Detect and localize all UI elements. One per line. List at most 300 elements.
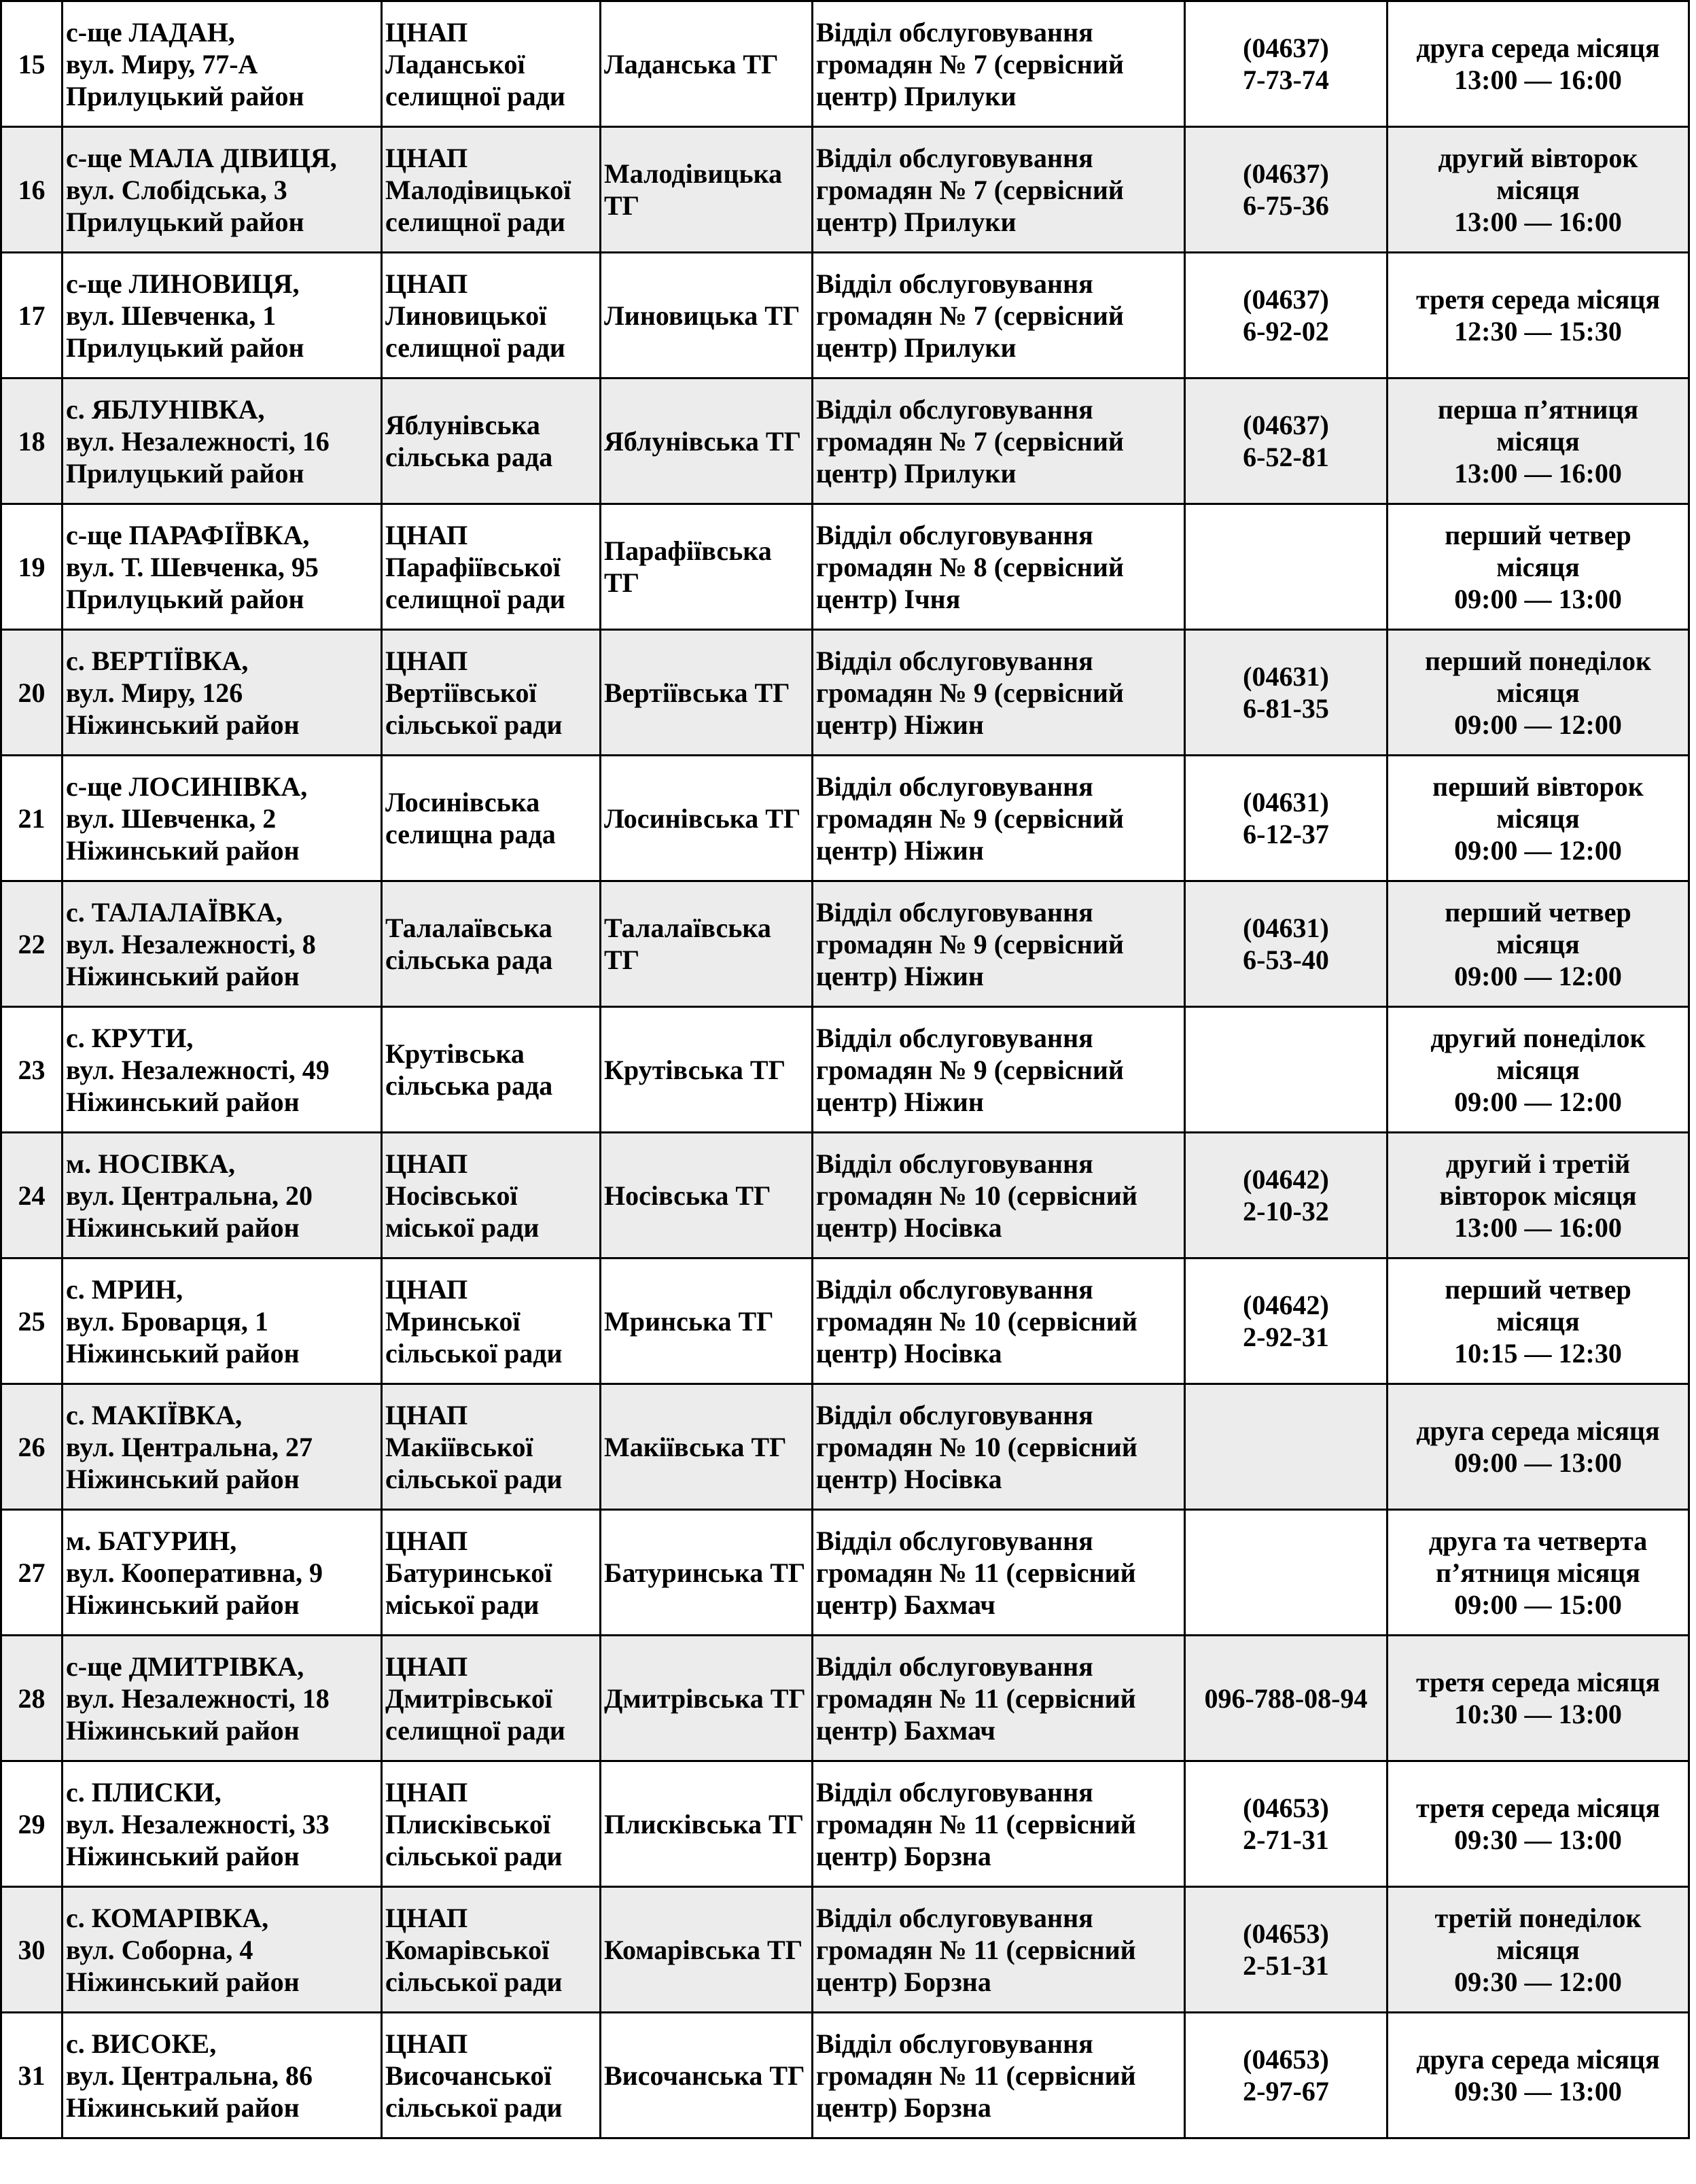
phone-line: 6-53-40 (1243, 945, 1329, 975)
schedule-line: 09:00 — 12:00 (1454, 960, 1622, 991)
service-center-line: центр) Борзна (816, 2092, 991, 2123)
schedule-line: перша п’ятниця (1437, 393, 1639, 425)
schedule-line: друга середа місяця (1416, 1415, 1660, 1446)
service-center-cell (813, 1384, 1185, 1510)
cnap-line: Височанської (385, 2060, 552, 2091)
cnap-line: Линовицької (385, 300, 547, 331)
schedule-line: 12:30 — 15:30 (1454, 316, 1622, 347)
phone-line: 6-75-36 (1243, 190, 1329, 221)
phone-line: 096-788-08-94 (1204, 1683, 1368, 1714)
community-cell (601, 127, 813, 253)
cnap-cell (382, 1636, 601, 1761)
service-center-line: центр) Бахмач (816, 1714, 995, 1746)
row-number: 26 (18, 1431, 46, 1462)
row-number: 17 (18, 300, 46, 331)
schedule-cell (1388, 2013, 1689, 2138)
address-cell (63, 504, 382, 630)
schedule-line: 13:00 — 16:00 (1454, 206, 1622, 237)
street-address: вул. Миру, 77-А (66, 48, 258, 80)
cnap-cell (382, 1384, 601, 1510)
row-number-cell (1, 1887, 63, 2013)
service-center-line: центр) Носівка (816, 1463, 1002, 1494)
address-cell (63, 127, 382, 253)
row-number: 24 (18, 1180, 46, 1211)
table-row (1, 630, 1689, 756)
phone-cell (1185, 881, 1388, 1007)
district-name: Ніжинський район (66, 834, 300, 866)
community-cell (601, 1510, 813, 1636)
schedule-line: 09:00 — 12:00 (1454, 1086, 1622, 1117)
service-center-cell (813, 378, 1185, 504)
service-center-cell (813, 1007, 1185, 1133)
community-name: Дмитрівська ТГ (604, 1683, 806, 1714)
cnap-line: сільська рада (385, 442, 553, 472)
street-address: вул. Шевченка, 1 (66, 300, 277, 331)
schedule-line: 09:00 — 13:00 (1454, 583, 1622, 614)
service-center-line: центр) Прилуки (816, 80, 1017, 111)
schedule-line: місяця (1496, 1054, 1580, 1085)
street-address: вул. Незалежності, 16 (66, 425, 330, 457)
service-center-line: Відділ обслуговування (816, 771, 1093, 802)
phone-line: (04653) (1243, 1793, 1329, 1823)
phone-line: (04653) (1243, 1918, 1329, 1949)
service-center-cell (813, 504, 1185, 630)
settlement-name: с. МРИН, (66, 1273, 183, 1305)
schedule-line: місяця (1496, 803, 1580, 834)
row-number-cell (1, 1007, 63, 1133)
row-number: 19 (18, 551, 46, 582)
phone-line: 2-97-67 (1243, 2076, 1329, 2107)
phone-cell (1185, 1258, 1388, 1384)
address-cell (63, 881, 382, 1007)
phone-line: (04642) (1243, 1290, 1329, 1320)
cnap-line: Макіївської (385, 1431, 533, 1462)
row-number: 22 (18, 928, 46, 959)
address-cell (63, 1887, 382, 2013)
schedule-cell (1388, 1258, 1689, 1384)
service-center-line: громадян № 7 (сервісний (816, 174, 1124, 205)
schedule-line: перший четвер (1445, 896, 1631, 928)
settlement-name: с-ще МАЛА ДІВИЦЯ, (66, 142, 337, 173)
address-cell (63, 1384, 382, 1510)
address-cell (63, 378, 382, 504)
service-center-line: Відділ обслуговування (816, 1273, 1093, 1305)
service-center-line: центр) Носівка (816, 1212, 1002, 1243)
schedule-line: 13:00 — 16:00 (1454, 65, 1622, 95)
row-number-cell (1, 1510, 63, 1636)
phone-line: (04637) (1243, 284, 1329, 315)
street-address: вул. Т. Шевченка, 95 (66, 551, 319, 582)
community-cell (601, 504, 813, 630)
settlement-name: с. ВИСОКЕ, (66, 2028, 217, 2059)
service-center-line: громадян № 11 (сервісний (816, 1683, 1136, 1714)
address-cell (63, 1258, 382, 1384)
phone-line: 7-73-74 (1243, 65, 1329, 95)
row-number-cell (1, 1384, 63, 1510)
phone-cell (1185, 127, 1388, 253)
street-address: вул. Соборна, 4 (66, 1934, 253, 1965)
table-row (1, 378, 1689, 504)
cnap-cell (382, 253, 601, 378)
cnap-line: селищної ради (385, 1714, 565, 1746)
service-center-cell (813, 756, 1185, 881)
settlement-name: с-ще ЛОСИНІВКА, (66, 771, 308, 802)
schedule-cell (1388, 1761, 1689, 1887)
street-address: вул. Незалежності, 49 (66, 1054, 330, 1085)
schedule-cell (1388, 127, 1689, 253)
service-center-line: Відділ обслуговування (816, 519, 1093, 550)
cnap-line: міської ради (385, 1589, 540, 1620)
cnap-line: Дмитрівської (385, 1683, 552, 1714)
service-center-line: Відділ обслуговування (816, 1399, 1093, 1430)
cnap-line: Вертіївської (385, 677, 537, 708)
cnap-line: Носівської (385, 1180, 518, 1211)
community-name: Яблунівська ТГ (604, 425, 802, 457)
cnap-line: сільської ради (385, 1463, 563, 1494)
cnap-line: Комарівської (385, 1934, 550, 1965)
settlement-name: с. КОМАРІВКА, (66, 1902, 269, 1933)
phone-line: 6-92-02 (1243, 316, 1329, 347)
schedule-cell (1388, 1887, 1689, 2013)
row-number-cell (1, 1636, 63, 1761)
schedule-line: 09:00 — 12:00 (1454, 709, 1622, 740)
service-center-line: громадян № 11 (сервісний (816, 2060, 1136, 2091)
row-number-cell (1, 1761, 63, 1887)
schedule-line: другий понеділок (1430, 1022, 1646, 1053)
street-address: вул. Незалежності, 8 (66, 928, 316, 959)
schedule-line: перший вівторок (1432, 771, 1644, 802)
phone-line: 2-71-31 (1243, 1825, 1329, 1855)
district-name: Ніжинський район (66, 1714, 300, 1746)
cnap-line: Батуринської (385, 1557, 552, 1588)
cnap-line: Парафіївської (385, 551, 561, 582)
schedule-line: вівторок місяця (1439, 1180, 1637, 1211)
community-name: Мринська ТГ (604, 1305, 774, 1337)
table-row (1, 1636, 1689, 1761)
cnap-line: ЦНАП (385, 1902, 468, 1933)
service-center-cell (813, 253, 1185, 378)
district-name: Прилуцький район (66, 332, 304, 363)
service-center-cell (813, 1887, 1185, 2013)
street-address: вул. Миру, 126 (66, 677, 243, 708)
community-cell (601, 2013, 813, 2138)
service-center-line: центр) Прилуки (816, 332, 1017, 363)
district-name: Прилуцький район (66, 457, 304, 489)
settlement-name: с. КРУТИ, (66, 1022, 194, 1053)
phone-line: 6-81-35 (1243, 693, 1329, 724)
phone-cell (1185, 504, 1388, 630)
schedule-line: другий вівторок (1438, 142, 1638, 173)
settlement-name: с-ще ЛИНОВИЦЯ, (66, 268, 300, 299)
service-center-line: центр) Ніжин (816, 960, 984, 991)
service-center-line: Відділ обслуговування (816, 268, 1093, 299)
table-row (1, 1133, 1689, 1258)
district-name: Ніжинський район (66, 2092, 300, 2123)
cnap-line: Яблунівська (385, 410, 540, 440)
community-name: Вертіївська ТГ (604, 677, 790, 708)
cnap-cell (382, 1, 601, 127)
district-name: Ніжинський район (66, 1337, 300, 1369)
schedule-line: місяця (1496, 928, 1580, 959)
service-center-line: громадян № 10 (сервісний (816, 1180, 1137, 1211)
service-center-line: центр) Носівка (816, 1337, 1002, 1369)
table-row (1, 1887, 1689, 2013)
service-center-line: центр) Борзна (816, 1840, 991, 1871)
row-number: 21 (18, 803, 46, 834)
service-center-line: Відділ обслуговування (816, 1776, 1093, 1808)
phone-line: 2-10-32 (1243, 1196, 1329, 1227)
community-name: Парафіївська ТГ (604, 535, 772, 598)
phone-line: (04637) (1243, 158, 1329, 189)
service-center-line: громадян № 7 (сервісний (816, 48, 1124, 80)
address-cell (63, 630, 382, 756)
schedule-cell (1388, 1007, 1689, 1133)
phone-cell (1185, 253, 1388, 378)
table-row (1, 756, 1689, 881)
cnap-cell (382, 630, 601, 756)
row-number: 30 (18, 1934, 46, 1965)
phone-cell (1185, 1887, 1388, 2013)
cnap-line: сільської ради (385, 1966, 563, 1997)
service-center-line: центр) Прилуки (816, 457, 1017, 489)
service-center-line: центр) Ніжин (816, 1086, 984, 1117)
settlement-name: с. ЯБЛУНІВКА, (66, 393, 265, 425)
street-address: вул. Центральна, 86 (66, 2060, 313, 2091)
row-number: 31 (18, 2060, 46, 2091)
schedule-cell (1388, 881, 1689, 1007)
service-center-line: центр) Ніжин (816, 834, 984, 866)
district-name: Ніжинський район (66, 1212, 300, 1243)
cnap-line: сільської ради (385, 2092, 563, 2123)
cnap-cell (382, 1887, 601, 2013)
table-row (1, 504, 1689, 630)
cnap-line: Мринської (385, 1305, 520, 1337)
service-center-cell (813, 881, 1185, 1007)
cnap-cell (382, 2013, 601, 2138)
cnap-line: ЦНАП (385, 645, 468, 676)
phone-line: (04631) (1243, 661, 1329, 692)
settlement-name: с. ВЕРТІЇВКА, (66, 645, 249, 676)
phone-line: (04653) (1243, 2044, 1329, 2075)
community-name: Носівська ТГ (604, 1180, 771, 1211)
schedule-line: 09:00 — 12:00 (1454, 834, 1622, 866)
address-cell (63, 1636, 382, 1761)
service-center-cell (813, 1, 1185, 127)
phone-cell (1185, 630, 1388, 756)
cnap-line: селищної ради (385, 583, 565, 614)
cnap-line: Лосинівська (385, 787, 540, 817)
schedule-line: 13:00 — 16:00 (1454, 1212, 1622, 1243)
street-address: вул. Шевченка, 2 (66, 803, 277, 834)
service-center-line: громадян № 11 (сервісний (816, 1557, 1136, 1588)
service-center-line: громадян № 10 (сервісний (816, 1431, 1137, 1462)
service-center-cell (813, 1510, 1185, 1636)
community-cell (601, 1636, 813, 1761)
district-name: Прилуцький район (66, 206, 304, 237)
cnap-line: ЦНАП (385, 16, 468, 48)
schedule-line: 09:00 — 13:00 (1454, 1447, 1622, 1478)
table-row (1, 1007, 1689, 1133)
community-name: Талалаївська ТГ (604, 913, 771, 975)
cnap-line: Крутівська (385, 1038, 525, 1069)
cnap-line: ЦНАП (385, 1273, 468, 1305)
service-center-line: громадян № 9 (сервісний (816, 928, 1124, 959)
row-number: 15 (18, 48, 46, 80)
community-cell (601, 1887, 813, 2013)
phone-cell (1185, 1636, 1388, 1761)
table-row (1, 253, 1689, 378)
settlement-name: с. МАКІЇВКА, (66, 1399, 243, 1430)
schedule-line: 09:30 — 13:00 (1454, 2076, 1622, 2107)
service-center-line: Відділ обслуговування (816, 16, 1093, 48)
community-cell (601, 1133, 813, 1258)
service-center-line: Відділ обслуговування (816, 1651, 1093, 1682)
cnap-line: Плисківської (385, 1808, 551, 1839)
phone-line: (04642) (1243, 1164, 1329, 1195)
table-row (1, 2013, 1689, 2138)
row-number-cell (1, 1, 63, 127)
row-number-cell (1, 378, 63, 504)
phone-line: 6-12-37 (1243, 819, 1329, 849)
schedule-line: 09:30 — 12:00 (1454, 1966, 1622, 1997)
schedule-line: третя середа місяця (1415, 1667, 1661, 1697)
street-address: вул. Кооперативна, 9 (66, 1557, 323, 1588)
street-address: вул. Броварця, 1 (66, 1305, 268, 1337)
community-name: Малодівицька ТГ (604, 158, 783, 221)
settlement-name: с-ще ЛАДАН, (66, 16, 235, 48)
phone-line: (04637) (1243, 33, 1329, 63)
phone-line: (04631) (1243, 787, 1329, 817)
cnap-line: ЦНАП (385, 519, 468, 550)
community-cell (601, 756, 813, 881)
cnap-cell (382, 1133, 601, 1258)
schedule-cell (1388, 1384, 1689, 1510)
district-name: Ніжинський район (66, 1840, 300, 1871)
schedule-line: друга середа місяця (1416, 33, 1660, 63)
district-name: Прилуцький район (66, 583, 304, 614)
phone-line: (04631) (1243, 913, 1329, 943)
service-center-line: громадян № 7 (сервісний (816, 425, 1124, 457)
schedule-line: друга середа місяця (1416, 2044, 1660, 2075)
phone-cell (1185, 1, 1388, 127)
cnap-line: Талалаївська (385, 913, 552, 943)
row-number-cell (1, 630, 63, 756)
schedule-line: місяця (1496, 425, 1580, 457)
service-center-line: громадян № 8 (сервісний (816, 551, 1124, 582)
schedule-line: 10:15 — 12:30 (1454, 1337, 1622, 1369)
table-row (1, 1761, 1689, 1887)
schedule-line: перший четвер (1445, 1273, 1631, 1305)
phone-cell (1185, 1133, 1388, 1258)
schedule-line: місяця (1496, 1305, 1580, 1337)
cnap-cell (382, 1761, 601, 1887)
table-row (1, 1, 1689, 127)
service-center-cell (813, 630, 1185, 756)
row-number-cell (1, 127, 63, 253)
district-name: Ніжинський район (66, 709, 300, 740)
cnap-cell (382, 127, 601, 253)
community-name: Ладанська ТГ (604, 48, 779, 80)
schedule-line: другий і третій (1445, 1148, 1631, 1179)
schedule-cell (1388, 1, 1689, 127)
phone-line: (04637) (1243, 410, 1329, 440)
schedule-line: місяця (1496, 677, 1580, 708)
address-cell (63, 1, 382, 127)
community-name: Батуринська ТГ (604, 1557, 806, 1588)
service-center-line: громадян № 9 (сервісний (816, 803, 1124, 834)
community-cell (601, 378, 813, 504)
district-name: Ніжинський район (66, 1589, 300, 1620)
schedule-line: 09:30 — 13:00 (1454, 1825, 1622, 1855)
phone-cell (1185, 1761, 1388, 1887)
community-name: Линовицька ТГ (604, 300, 800, 331)
schedule-line: перший понеділок (1424, 645, 1652, 676)
row-number-cell (1, 881, 63, 1007)
phone-cell (1185, 378, 1388, 504)
row-number-cell (1, 1133, 63, 1258)
service-center-cell (813, 1133, 1185, 1258)
settlement-name: с-ще ПАРАФІЇВКА, (66, 519, 310, 550)
service-center-line: Відділ обслуговування (816, 1902, 1093, 1933)
address-cell (63, 253, 382, 378)
row-number: 16 (18, 174, 46, 205)
address-cell (63, 756, 382, 881)
service-center-line: Відділ обслуговування (816, 896, 1093, 928)
settlement-name: м. БАТУРИН, (66, 1525, 237, 1556)
community-cell (601, 881, 813, 1007)
district-name: Ніжинський район (66, 1086, 300, 1117)
schedule-cell (1388, 1636, 1689, 1761)
community-cell (601, 1761, 813, 1887)
cnap-line: Малодівицької (385, 174, 571, 205)
phone-line: 2-51-31 (1243, 1950, 1329, 1981)
schedule-line: місяця (1496, 551, 1580, 582)
cnap-line: Ладанської (385, 48, 525, 80)
schedule-line: третя середа місяця (1415, 1793, 1661, 1823)
row-number: 29 (18, 1808, 46, 1839)
community-name: Комарівська ТГ (604, 1934, 803, 1965)
service-center-line: центр) Ічня (816, 583, 961, 614)
district-name: Прилуцький район (66, 80, 304, 111)
cnap-line: сільська рада (385, 945, 553, 975)
cnap-line: ЦНАП (385, 1525, 468, 1556)
community-cell (601, 1384, 813, 1510)
phone-line: 6-52-81 (1243, 442, 1329, 472)
row-number: 20 (18, 677, 46, 708)
row-number: 18 (18, 425, 46, 457)
community-name: Лосинівська ТГ (604, 803, 801, 834)
service-center-line: центр) Ніжин (816, 709, 984, 740)
service-center-line: Відділ обслуговування (816, 1525, 1093, 1556)
cnap-line: селищної ради (385, 332, 565, 363)
phone-line: 2-92-31 (1243, 1322, 1329, 1352)
row-number: 27 (18, 1557, 46, 1588)
table-row (1, 1258, 1689, 1384)
schedule-cell (1388, 756, 1689, 881)
schedule-line: п’ятниця місяця (1436, 1557, 1640, 1588)
community-cell (601, 630, 813, 756)
cnap-cell (382, 378, 601, 504)
settlement-name: м. НОСІВКА, (66, 1148, 235, 1179)
service-center-line: центр) Бахмач (816, 1589, 995, 1620)
service-center-line: громадян № 11 (сервісний (816, 1808, 1136, 1839)
row-number-cell (1, 1258, 63, 1384)
row-number: 23 (18, 1054, 46, 1085)
schedule-line: третій понеділок (1434, 1902, 1642, 1933)
row-number-cell (1, 504, 63, 630)
service-center-line: громадян № 10 (сервісний (816, 1305, 1137, 1337)
street-address: вул. Незалежності, 33 (66, 1808, 330, 1839)
